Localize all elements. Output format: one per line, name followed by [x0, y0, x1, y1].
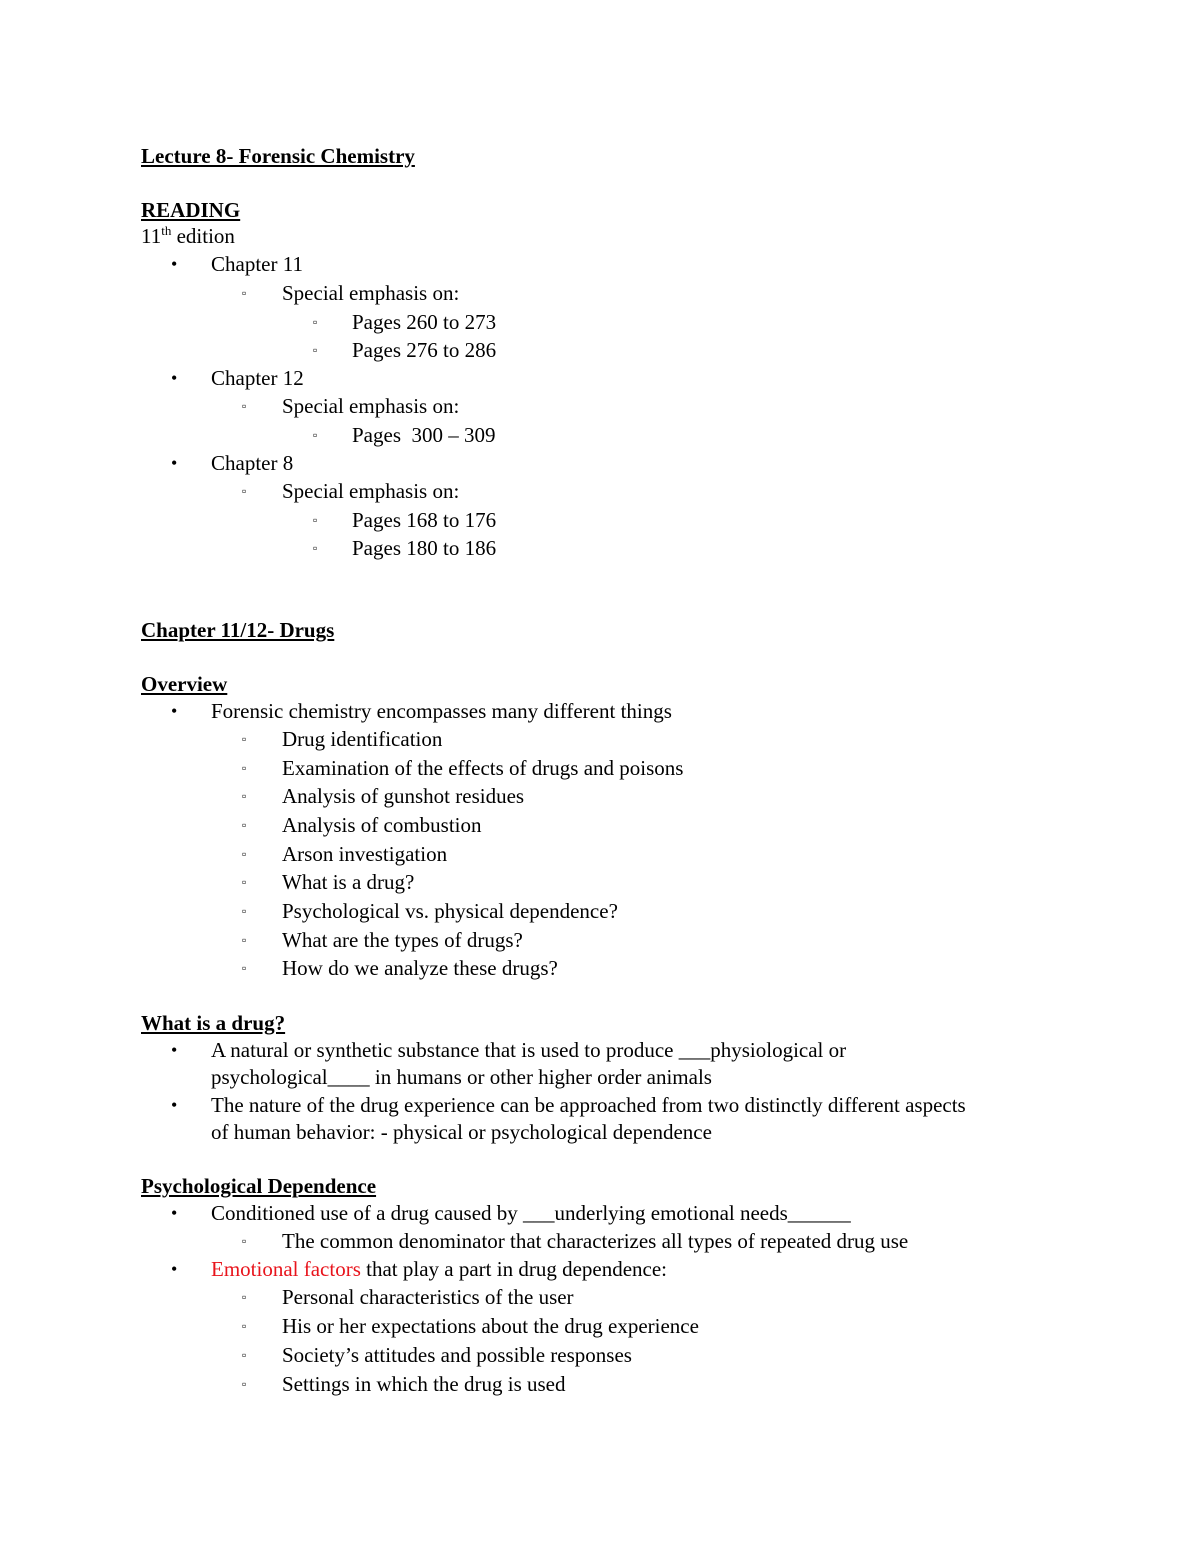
- bullet-circle: ▫: [242, 818, 247, 832]
- overview-item: What is a drug?: [282, 870, 415, 894]
- page-title: Lecture 8- Forensic Chemistry: [141, 144, 415, 168]
- overview-item: Analysis of gunshot residues: [282, 784, 525, 808]
- emotional-factors-rest: that play a part in drug dependence:: [360, 1257, 668, 1281]
- bullet-circle: ▫: [242, 961, 247, 975]
- bullet-circle: ▫: [313, 343, 318, 357]
- emphasis-item: Special emphasis on:: [282, 479, 460, 503]
- factor-item: Society’s attitudes and possible responses: [282, 1343, 632, 1367]
- bullet-circle: ▫: [242, 1348, 247, 1362]
- overview-item: Examination of the effects of drugs and poisons: [282, 756, 684, 780]
- bullet-circle: ▫: [242, 761, 247, 775]
- chapter-item: Chapter 12: [211, 366, 304, 390]
- reading-heading: READING: [141, 198, 241, 222]
- bullet-disc: •: [171, 1203, 178, 1223]
- bullet-disc: •: [171, 453, 178, 473]
- chapter-item: Chapter 11: [211, 252, 303, 276]
- factor-item: Personal characteristics of the user: [282, 1285, 574, 1309]
- overview-item: How do we analyze these drugs?: [282, 956, 558, 980]
- bullet-disc: •: [171, 1095, 178, 1115]
- overview-item: Analysis of combustion: [282, 813, 482, 837]
- bullet-circle: ▫: [313, 541, 318, 555]
- bullet-circle: ▫: [242, 1290, 247, 1304]
- bullet-circle: ▫: [242, 1234, 247, 1248]
- overview-item: What are the types of drugs?: [282, 928, 523, 952]
- drug-experience-line2: of human behavior: - physical or psychological dependence: [211, 1120, 712, 1144]
- pages-item: Pages 168 to 176: [352, 508, 497, 532]
- bullet-circle: ▫: [242, 732, 247, 746]
- bullet-disc: •: [171, 1040, 178, 1060]
- bullet-circle: ▫: [313, 428, 318, 442]
- edition-superscript: th: [161, 223, 172, 238]
- bullet-circle: ▫: [242, 286, 247, 300]
- bullet-disc: •: [171, 368, 178, 388]
- bullet-circle: ▫: [313, 315, 318, 329]
- bullet-disc: •: [171, 1259, 178, 1279]
- bullet-circle: ▫: [242, 1377, 247, 1391]
- overview-item: Arson investigation: [282, 842, 448, 866]
- emphasis-item: Special emphasis on:: [282, 281, 460, 305]
- bullet-circle: ▫: [313, 513, 318, 527]
- edition-number: 11: [141, 224, 162, 248]
- bullet-circle: ▫: [242, 904, 247, 918]
- bullet-circle: ▫: [242, 933, 247, 947]
- conditioned-use-text: Conditioned use of a drug caused by ___underlying emotional needs______: [211, 1201, 851, 1225]
- emotional-factors-highlight: Emotional factors: [211, 1257, 361, 1281]
- overview-item: Drug identification: [282, 727, 443, 751]
- pages-item: Pages 180 to 186: [352, 536, 497, 560]
- bullet-circle: ▫: [242, 847, 247, 861]
- factor-item: His or her expectations about the drug experience: [282, 1314, 699, 1338]
- factor-item: Settings in which the drug is used: [282, 1372, 566, 1396]
- what-is-drug-heading: What is a drug?: [141, 1011, 286, 1035]
- chapter-heading: Chapter 11/12- Drugs: [141, 618, 335, 642]
- emotional-factors-line: [211, 1255, 667, 1283]
- pages-item: Pages 260 to 273: [352, 310, 497, 334]
- overview-item: Psychological vs. physical dependence?: [282, 899, 618, 923]
- edition-line: [141, 222, 235, 250]
- drug-definition-line2: psychological____ in humans or other higher order animals: [211, 1065, 712, 1089]
- overview-heading: Overview: [141, 672, 228, 696]
- overview-intro: Forensic chemistry encompasses many different things: [211, 699, 672, 723]
- edition-text: edition: [171, 224, 235, 248]
- bullet-disc: •: [171, 701, 178, 721]
- pages-item: Pages 276 to 286: [352, 338, 497, 362]
- chapter-item: Chapter 8: [211, 451, 294, 475]
- bullet-circle: ▫: [242, 789, 247, 803]
- bullet-circle: ▫: [242, 1319, 247, 1333]
- bullet-disc: •: [171, 254, 178, 274]
- bullet-circle: ▫: [242, 484, 247, 498]
- common-denominator-text: The common denominator that characterizes all types of repeated drug use: [282, 1229, 909, 1253]
- bullet-circle: ▫: [242, 875, 247, 889]
- psych-dependence-heading: Psychological Dependence: [141, 1174, 377, 1198]
- drug-definition-line1: A natural or synthetic substance that is used to produce ___physiological or: [211, 1038, 847, 1062]
- drug-experience-line1: The nature of the drug experience can be approached from two distinctly different aspects: [211, 1093, 966, 1117]
- emphasis-item: Special emphasis on:: [282, 394, 460, 418]
- bullet-circle: ▫: [242, 399, 247, 413]
- pages-item: Pages 300 – 309: [352, 423, 496, 447]
